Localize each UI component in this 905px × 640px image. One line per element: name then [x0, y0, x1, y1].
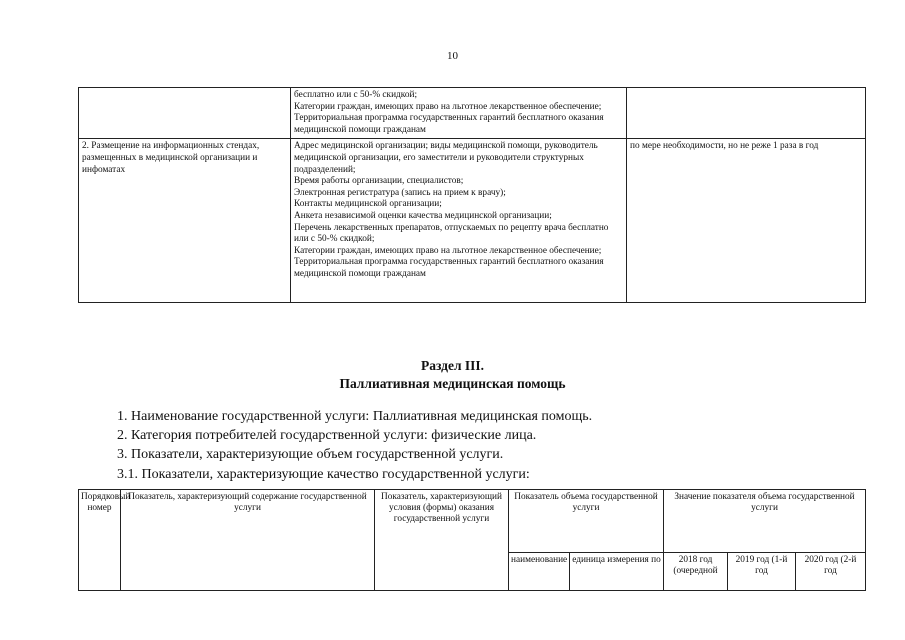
header-volume: Показатель объема государственной услуги	[509, 490, 664, 553]
info-table	[78, 87, 866, 303]
table-cell: 2. Размещение на информационных стендах, размещенных в медицинской организации и инфоматах	[79, 139, 291, 303]
subheader-2019-text: 2019 год (1-й год	[735, 555, 788, 577]
table-cell: по мере необходимости, но не реже 1 раза в год	[627, 139, 866, 303]
cell-line: бесплатно или с 50-% скидкой;	[294, 90, 418, 100]
subheader-name-text: наименование	[511, 555, 567, 565]
subheader-2020-text: 2020 год (2-й год	[804, 555, 857, 577]
table-row	[79, 88, 866, 139]
list-item: 3.1. Показатели, характеризующие качество государственной услуги:	[117, 466, 530, 482]
subheader-2019	[728, 553, 796, 591]
header-conditions: Показатель, характеризующий условия (формы) оказания государственной услуги	[375, 490, 509, 591]
list-item: 3. Показатели, характеризующие объем государственной услуги.	[117, 447, 504, 463]
cell-line: Территориальная программа государственных гарантий бесплатного оказания медицинской помощи гражданам	[294, 257, 604, 279]
header-order: Порядковый номер	[79, 490, 121, 591]
table-header-row	[79, 490, 866, 553]
quality-table	[78, 489, 866, 591]
subheader-2020	[796, 553, 866, 591]
section-heading	[0, 357, 905, 393]
header-value: Значение показателя объема государственной услуги	[664, 490, 866, 553]
page-number: 10	[447, 50, 458, 62]
cell-line: Анкета независимой оценки качества медицинской организации;	[294, 210, 552, 221]
section-subtitle: Паллиативная медицинская помощь	[339, 376, 566, 391]
numbered-list	[117, 407, 592, 484]
cell-line: Электронная регистратура (запись на прием к врачу);	[294, 187, 506, 198]
cell-line: Территориальная программа государственных гарантий бесплатного оказания медицинской помощи гражданам	[294, 113, 604, 135]
subheader-unit	[570, 553, 664, 591]
table-cell	[79, 88, 291, 139]
cell-line: Категории граждан, имеющих право на льготное лекарственное обеспечение;	[294, 101, 602, 112]
header-content: Показатель, характеризующий содержание государственной услуги	[121, 490, 375, 591]
cell-line: Время работы организации, специалистов;	[294, 176, 464, 187]
cell-line: Категории граждан, имеющих право на льготное лекарственное обеспечение;	[294, 245, 602, 256]
subheader-2018	[664, 553, 728, 591]
table-cell	[291, 88, 627, 139]
section-title: Раздел III.	[420, 358, 485, 373]
subheader-2018-text: 2018 год (очередной	[673, 555, 718, 577]
table-cell	[291, 139, 627, 303]
list-item: 1. Наименование государственной услуги: Паллиативная медицинская помощь.	[117, 409, 593, 424]
list-item: 2. Категория потребителей государственной услуги: физические лица.	[117, 428, 537, 444]
subheader-unit-text: единица измерения по	[572, 555, 661, 565]
cell-line: Контакты медицинской организации;	[294, 199, 442, 210]
subheader-name	[509, 553, 570, 591]
table-row	[79, 139, 866, 303]
cell-line: Адрес медицинской организации; виды медицинской помощи, руководитель медицинской организации, его заместители и руководители структурных подразделений;	[294, 141, 598, 175]
table-cell	[627, 88, 866, 139]
cell-line: Перечень лекарственных препаратов, отпускаемых по рецепту врача бесплатно или с 50-% скидкой;	[294, 222, 609, 245]
